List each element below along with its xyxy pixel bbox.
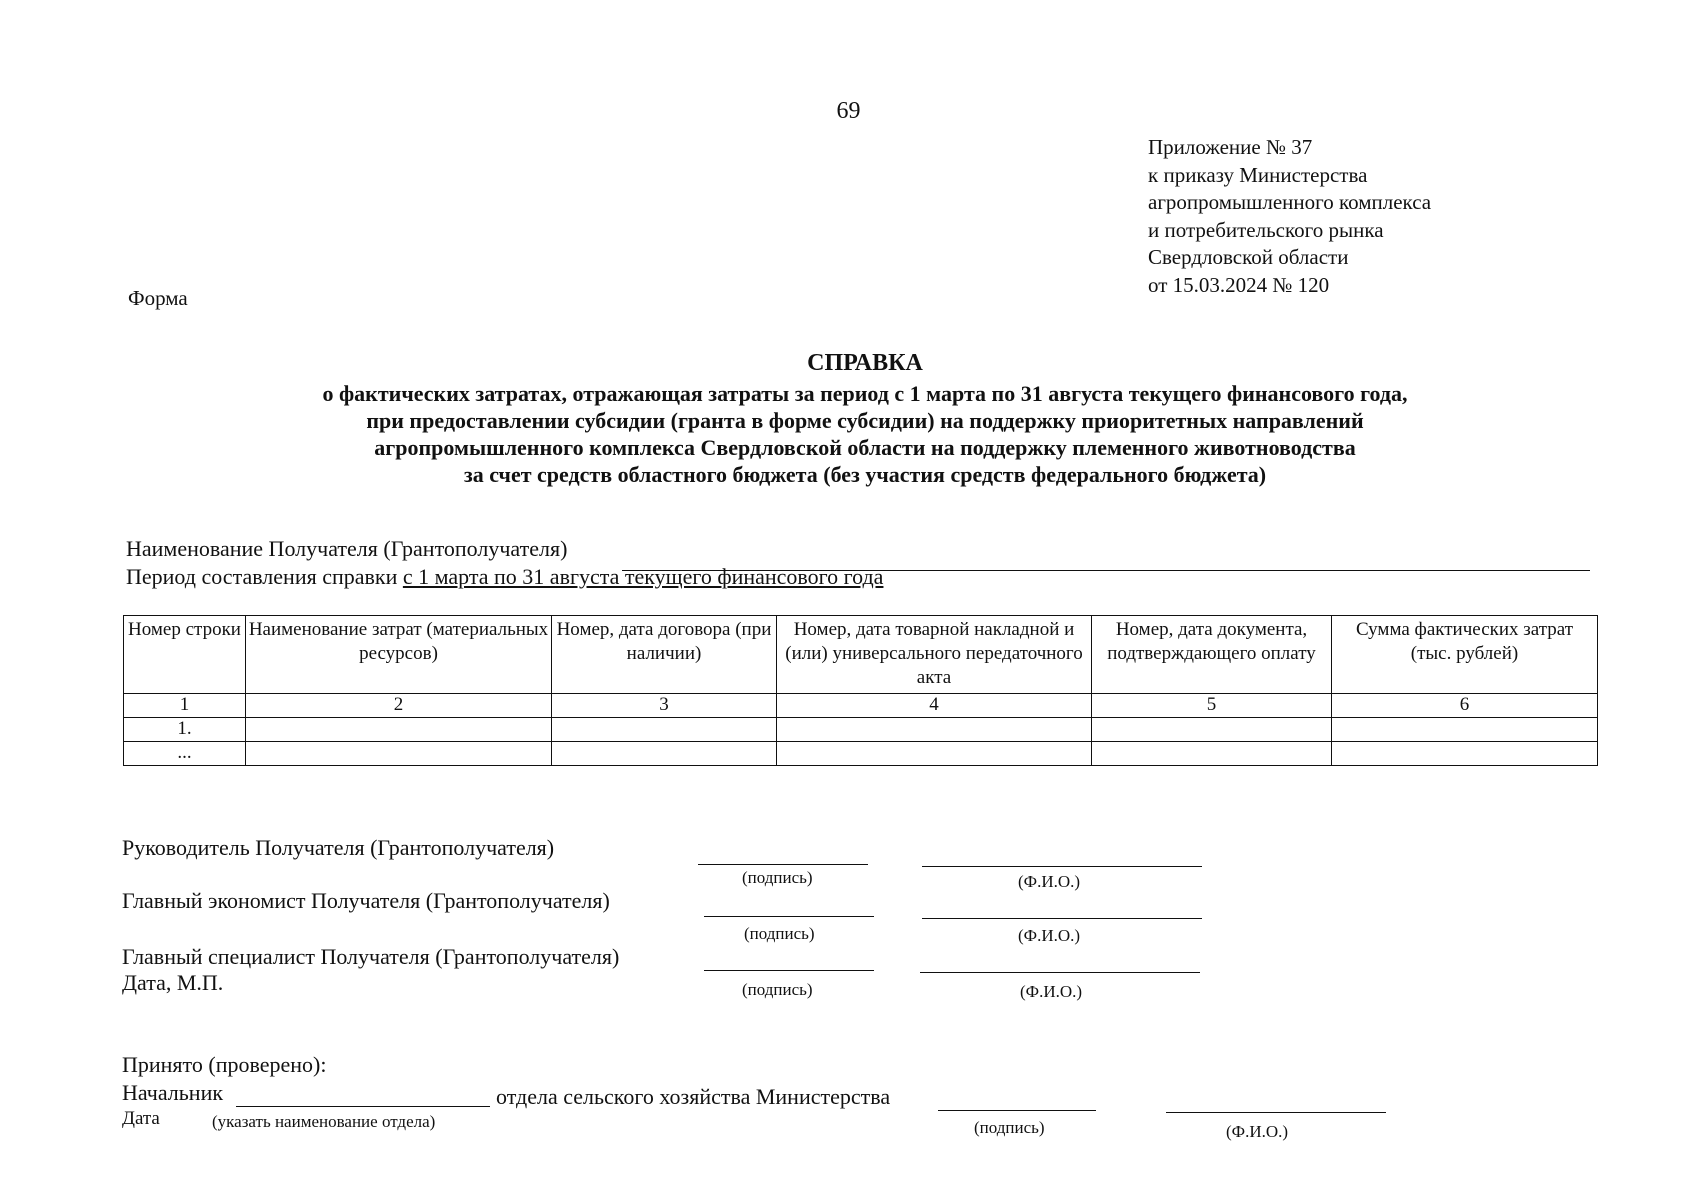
document-title: СПРАВКА: [807, 350, 923, 376]
table-cell[interactable]: [1092, 718, 1332, 742]
table-cell[interactable]: [1332, 718, 1598, 742]
table-cell[interactable]: [777, 718, 1092, 742]
header-invoice: Номер, дата товарной накладной и (или) универсального передаточного акта: [777, 616, 1092, 694]
annex-block: [1148, 134, 1431, 299]
subtitle-line: при предоставлении субсидии (гранта в форме субсидии) на поддержку приоритетных направлений: [366, 408, 1364, 433]
form-label: Форма: [128, 286, 188, 310]
signature-line[interactable]: [704, 970, 874, 971]
table-cell[interactable]: [777, 742, 1092, 766]
table-cell[interactable]: [552, 718, 777, 742]
period-row: [126, 564, 883, 590]
header-contract: Номер, дата договора (при наличии): [552, 616, 777, 694]
signer-role-head: Руководитель Получателя (Грантополучателя): [122, 835, 555, 860]
acceptance-date-label: Дата: [122, 1108, 160, 1129]
column-number: 1: [124, 694, 246, 718]
column-number: 5: [1092, 694, 1332, 718]
table-cell: ...: [124, 742, 246, 766]
signature-line[interactable]: [698, 864, 868, 865]
period-label: Период составления справки: [126, 564, 398, 589]
department-field[interactable]: [236, 1106, 490, 1107]
date-stamp-label: Дата, М.П.: [122, 970, 224, 995]
table-header-row: [124, 616, 1598, 694]
recipient-label: Наименование Получателя (Грантополучателя): [126, 536, 568, 561]
department-hint: (указать наименование отдела): [212, 1112, 436, 1131]
header-row-number: Номер строки: [124, 616, 246, 694]
department-suffix: отдела сельского хозяйства Министерства: [496, 1084, 891, 1109]
recipient-row: [126, 536, 567, 562]
signer-role-specialist: Главный специалист Получателя (Грантополучателя): [122, 944, 620, 969]
header-payment-document: Номер, дата документа, подтверждающего оплату: [1092, 616, 1332, 694]
signature-line[interactable]: [704, 916, 874, 917]
table-cell[interactable]: [1092, 742, 1332, 766]
name-line[interactable]: [922, 918, 1202, 919]
table-cell[interactable]: [552, 742, 777, 766]
annex-line: агропромышленного комплекса: [1148, 190, 1432, 214]
signature-line[interactable]: [938, 1110, 1096, 1111]
document-subtitle: [0, 380, 1697, 488]
table-row: [124, 718, 1598, 742]
header-actual-sum: Сумма фактических затрат (тыс. рублей): [1332, 616, 1598, 694]
column-number: 4: [777, 694, 1092, 718]
name-caption: (Ф.И.О.): [1018, 872, 1081, 891]
costs-table: [123, 615, 1598, 766]
name-line[interactable]: [1166, 1112, 1386, 1113]
name-line[interactable]: [920, 972, 1200, 973]
annex-line: Приложение № 37: [1148, 135, 1313, 159]
table-cell[interactable]: [246, 718, 552, 742]
signature-caption: (подпись): [974, 1118, 1045, 1137]
subtitle-line: за счет средств областного бюджета (без участия средств федерального бюджета): [463, 462, 1267, 487]
annex-line: к приказу Министерства: [1148, 162, 1368, 187]
signature-caption: (подпись): [742, 980, 813, 999]
annex-line: Свердловской области: [1148, 245, 1349, 269]
table-cell[interactable]: [246, 742, 552, 766]
name-line[interactable]: [922, 866, 1202, 867]
annex-line: от 15.03.2024 № 120: [1148, 272, 1330, 297]
name-caption: (Ф.И.О.): [1020, 982, 1083, 1001]
name-caption: (Ф.И.О.): [1226, 1122, 1289, 1141]
period-value: с 1 марта по 31 августа текущего финансового года: [402, 564, 884, 589]
column-number: 3: [552, 694, 777, 718]
subtitle-line: агропромышленного комплекса Свердловской области на поддержку племенного животноводства: [374, 435, 1356, 460]
page-number: 69: [836, 98, 861, 124]
signature-caption: (подпись): [744, 924, 815, 943]
name-caption: (Ф.И.О.): [1018, 926, 1081, 945]
annex-line: и потребительского рынка: [1148, 217, 1384, 242]
table-cell[interactable]: [1332, 742, 1598, 766]
header-cost-name: Наименование затрат (материальных ресурсов): [246, 616, 552, 694]
signer-role-economist: Главный экономист Получателя (Грантополучателя): [122, 888, 610, 913]
column-number: 2: [246, 694, 552, 718]
column-number-row: [124, 694, 1598, 718]
table-cell: 1.: [124, 718, 246, 742]
table-row: [124, 742, 1598, 766]
acceptance-head-label: Начальник: [122, 1080, 224, 1105]
column-number: 6: [1332, 694, 1598, 718]
acceptance-heading: Принято (проверено):: [122, 1052, 327, 1077]
signature-caption: (подпись): [742, 868, 813, 887]
subtitle-line: о фактических затратах, отражающая затраты за период с 1 марта по 31 августа текущего финансового года,: [322, 381, 1408, 406]
